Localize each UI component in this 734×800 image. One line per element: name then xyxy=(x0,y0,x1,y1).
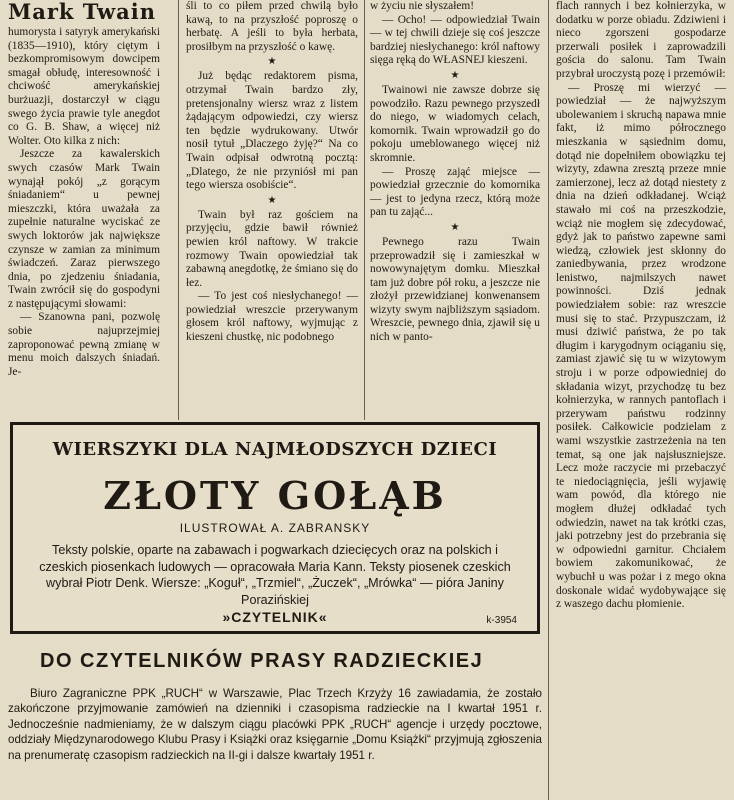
article-paragraph: — Szanowna pani, pozwolę sobie najuprzejmiej zaproponować pewną zmianę w menu moich dalszych śniadań. Je- xyxy=(8,311,160,378)
ad-illustrator: ILUSTROWAŁ A. ZABRANSKY xyxy=(179,521,371,535)
article-column-2 xyxy=(186,0,358,345)
column-rule xyxy=(548,0,549,800)
separator-star: ★ xyxy=(450,69,460,81)
column-rule xyxy=(364,0,365,420)
article-column-3 xyxy=(370,0,540,345)
separator-star: ★ xyxy=(267,56,277,68)
ad-series-title: WIERSZYKI DLA NAJMŁODSZYCH DZIECI xyxy=(52,439,498,460)
article-paragraph: — Proszę mi wierzyć — powiedział — że najwyższym ubolewaniem i skruchą napawa mnie fakt, iż mimo półrocznego mieszkania w sąsiednim domu, dotąd nie dopełniłem obowiązku tej wizyty, zdawna zresztą przeze mnie zamierzonej, lecz aż dotąd niestety z dnia na dzień odkładanej. Wciąż stawało mi coś na przeszkodzie, wciąż nie mogłem się zdecydować, gdyż jak to państwo zapewne sami wiedzą, człowiek jest skłonny do zaniedbywania, przez wrodzone lenistwo, najmilszych nawet powinności. Dziś jednak powiedziałem sobie: raz wreszcie musi się to stać. Przypuszczam, iż musi dziwić państwa, że po tak długim i karygodnym ociąganiu się, zamiast zjawić się tu w wizytowym stroju i w porze odpowiedniej do składania wizyt, przychodzę tu bez kołnierzyka, w rannych pantoflach i przerywam państwu rodzinny posiłek. Całkowicie podzielam z wami wszystkie zastrzeżenia na ten temat, są one jak najsłuszniejsze. Lecz może raczycie mi przebaczyć te niedociągnięcia, jeśli wyjawię wam powód, dla którego nie mogłem dłużej odkładać tych odwiedzin, nawet na tak krótki czas, jaki potrzebny jest do przebrania się w odpowiedni garnitur. Chciałem bowiem zakomunikować, że wybuchł u was pożar i z mego okna doskonale widać wydobywające się z waszego dachu płomienie. xyxy=(556,81,726,611)
book-advertisement xyxy=(10,422,540,634)
article-paragraph: — Proszę zająć miejsce — powiedział grzecznie do komornika — jest to jedyna rzecz, którą może pan tu zająć... xyxy=(370,165,540,219)
notice-body xyxy=(8,686,542,763)
article-paragraph: Jeszcze za kawalerskich swych czasów Mark Twain wynajął pokój „z gorącym śniadaniem“ u pewnej mieszczki, która uważała za zupełnie naturalne wyciskać ze swych loktorów jak największe czynsze w zamian za minimum świadczeń. Zaraz pierwszego dnia, po zjedzeniu śniadania, Twain zwrócił się do gospodyni z następującymi słowami: xyxy=(8,148,160,310)
article-headline: Mark Twain xyxy=(8,0,157,24)
article-paragraph: Twain był raz gościem na przyjęciu, gdzie bawił również pewien król naftowy. W trakcie rozmowy Twain opowiedział tak zabawną anegdotkę, że śmiano się do łez. xyxy=(186,208,358,289)
column-rule xyxy=(178,0,179,420)
ad-book-title: ZŁOTY GOŁĄB xyxy=(103,473,447,518)
article-paragraph: w życiu nie słyszałem! xyxy=(370,0,475,12)
ad-description: Teksty polskie, oparte na zabawach i pogwarkach dziecięcych oraz na polskich i czeskich piosenkach ludowych — opracowała Maria Kann. Teksty piosenek czeskich wybrał Piotr Denk. Wiersze: „Koguł“, „Trzmiel“, „Żuczek“, „Mrówka“ — pióra Janiny Porazińskiej xyxy=(39,543,511,607)
notice-headline: DO CZYTELNIKÓW PRASY RADZIECKIEJ xyxy=(40,650,484,672)
article-paragraph: flach rannych i bez kołnierzyka, w dodatku w porze obiadu. Zdziwieni i nieco zgorszeni gospodarze przerwali posiłek i zaprowadzili gościa do salonu. Tam Twain przybrał uroczystą pozę i przemówił: xyxy=(556,0,726,80)
notice-paragraph: Biuro Zagraniczne PPK „RUCH“ w Warszawie, Plac Trzech Krzyży 16 zawiadamia, że zostało zakończone przyjmowanie zamówień na dzienniki i czasopisma radzieckie na I kwartał 1951 r. Jednocześnie nadmieniamy, że w dalszym ciągu placówki PPK „RUCH“ agencje i urzędy pocztowe, oddziały Międzynarodowego Klubu Prasy i Książki oraz księgarnie „Domu Książki“ przyjmują zgłoszenia na prenumeratę czasopism radzieckich na II-gi i dalsze kwartały 1951 r. xyxy=(8,687,542,762)
article-paragraph: Już będąc redaktorem pisma, otrzymał Twain bardzo zły, pretensjonalny wiersz wraz z listem żądającym odpowiedzi, czy wiersz ten będzie wydrukowany. Utwór nosił tytuł „Dlaczego żyję?“ Na co Twain odpisał odwrotną pocztą: „Dlatego, że nie przyniósł mi pan tego wiersza osobiście“. xyxy=(186,70,358,192)
article-paragraph: śli to co piłem przed chwilą było kawą, to na przyszłość poproszę o herbatę. A jeśli to była herbata, prosiłbym na przyszłość o kawę. xyxy=(186,0,358,53)
article-column-4 xyxy=(556,0,726,612)
separator-star: ★ xyxy=(267,194,277,206)
ad-code: k-3954 xyxy=(486,615,517,626)
article-paragraph: Twainowi nie zawsze dobrze się powodziło. Razu pewnego przyszedł do niego, w wiadomych celach, komornik. Twain wprowadził go do pokoju umeblowanego więcej niż skromnie. xyxy=(370,83,540,164)
separator-star: ★ xyxy=(450,221,460,233)
article-column-1 xyxy=(8,0,160,379)
ad-publisher: »CZYTELNIK« xyxy=(222,609,328,625)
article-paragraph: — Ocho! — odpowiedział Twain — w tej chwili dzieje się coś jeszcze bardziej niesłychanego: król naftowy sięga ręką do WŁASNEJ kieszeni. xyxy=(370,13,540,67)
article-paragraph: Pewnego razu Twain przeprowadził się i zamieszkał w nowowynajętym domku. Mieszkał tam już dobre pół roku, a jeszcze nie złożył przewidzianej konwenansem wizyty swym najbliższym sąsiadom. Wreszcie, pewnego dnia, zjawił się u nich w panto- xyxy=(370,235,540,344)
article-paragraph: — To jest coś niesłychanego! — powiedział wreszcie przerywanym głosem król naftowy, wyjmując z kieszeni chustkę, nic podobnego xyxy=(186,290,358,344)
article-paragraph: humorysta i satyryk amerykański (1835—1910), który ciętym i bezkompromisowym dowcipem smagał obłudę, interesowność i chciwość amerykańskiej burżuazji, dostarczył w ciągu swego życia prawie tyle anegdot co G. B. Shaw, a więcej niż Wolter. Oto kilka z nich: xyxy=(8,26,160,147)
